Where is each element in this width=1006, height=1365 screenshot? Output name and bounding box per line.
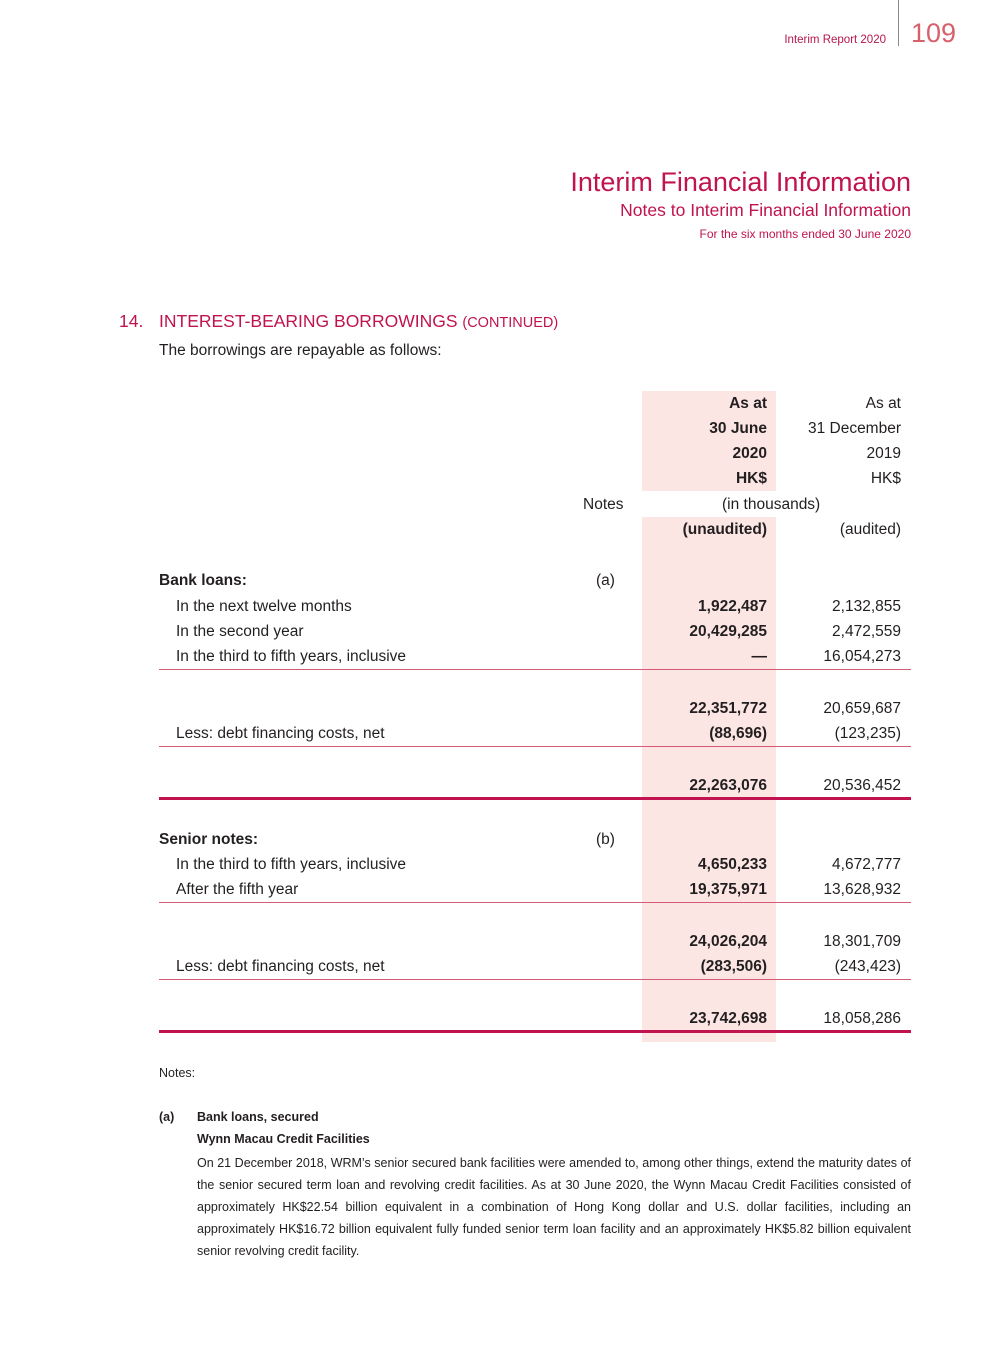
col-header-prior-1: As at	[865, 395, 901, 412]
col-header-current-3: 2020	[732, 445, 767, 462]
table-row-label: In the third to fifth years, inclusive	[176, 648, 407, 665]
section-intro: The borrowings are repayable as follows:	[159, 342, 442, 359]
table-cell-prior: 4,672,777	[832, 856, 901, 873]
bank-loans-label: Bank loans:	[159, 572, 247, 589]
table-cell-current: 4,650,233	[698, 856, 767, 873]
total-divider	[159, 1030, 911, 1033]
table-row-label: In the next twelve months	[176, 598, 352, 615]
col-header-current-1: As at	[729, 395, 767, 412]
col-header-prior-3: 2019	[866, 445, 901, 462]
header-divider	[898, 0, 899, 46]
table-row-label: After the fifth year	[176, 881, 299, 898]
section-title: INTEREST-BEARING BORROWINGS	[159, 311, 458, 331]
period-label: For the six months ended 30 June 2020	[699, 227, 911, 242]
page-subtitle: Notes to Interim Financial Information	[620, 200, 911, 221]
senior-notes-subtotal-prior: 18,301,709	[823, 933, 901, 950]
bank-loans-less-prior: (123,235)	[834, 725, 901, 742]
table-cell-prior: 13,628,932	[823, 881, 901, 898]
notes-label: Notes:	[159, 1066, 196, 1080]
notes-column-header: Notes	[583, 496, 624, 513]
table-cell-current: 1,922,487	[698, 598, 767, 615]
senior-notes-less-current: (283,506)	[700, 958, 767, 975]
col-header-prior-4: HK$	[870, 470, 901, 487]
bank-loans-subtotal-current: 22,351,772	[689, 700, 767, 717]
table-cell-current: —	[751, 648, 767, 665]
table-cell-prior: 2,132,855	[832, 598, 901, 615]
divider	[159, 746, 911, 747]
title-block	[570, 166, 911, 241]
table-cell-current: 20,429,285	[689, 623, 767, 640]
prior-status: (audited)	[839, 521, 901, 538]
senior-notes-subtotal-current: 24,026,204	[689, 933, 767, 950]
divider	[159, 902, 911, 903]
note-a-subtitle: Wynn Macau Credit Facilities	[197, 1132, 370, 1146]
report-label: Interim Report 2020	[784, 34, 886, 46]
divider	[159, 979, 911, 980]
note-a-body: On 21 December 2018, WRM’s senior secured bank facilities were amended to, among other things, extend the maturity dates of the senior secured term loan and revolving credit facilities. As at 30 June 2020, the Wynn Macau Credit Facilities consisted of approximately HK$22.54 billion equivalent in a combination of Hong Kong dollar and U.S. dollar facilities, including an approximately HK$16.72 billion equivalent fully funded senior term loan facility and an approximately HK$5.82 billion equivalent senior revolving credit facility.	[197, 1156, 911, 1258]
table-cell-current: 19,375,971	[689, 881, 767, 898]
bank-loans-less-label: Less: debt financing costs, net	[176, 725, 385, 742]
bank-loans-total-prior: 20,536,452	[823, 777, 901, 794]
note-a-title: Bank loans, secured	[197, 1110, 319, 1124]
page-title: Interim Financial Information	[570, 167, 911, 197]
senior-notes-total-current: 23,742,698	[689, 1010, 767, 1027]
section-continued: (CONTINUED)	[462, 315, 559, 331]
current-status: (unaudited)	[682, 521, 767, 538]
divider	[159, 669, 911, 670]
bank-loans-subtotal-prior: 20,659,687	[823, 700, 901, 717]
col-header-current-2: 30 June	[709, 420, 767, 437]
units-label: (in thousands)	[722, 496, 821, 513]
col-header-prior-2: 31 December	[807, 420, 901, 437]
senior-notes-label: Senior notes:	[159, 831, 259, 848]
col-header-current-4: HK$	[735, 470, 767, 487]
table-cell-prior: 16,054,273	[823, 648, 901, 665]
senior-notes-less-label: Less: debt financing costs, net	[176, 958, 385, 975]
section-number: 14.	[119, 311, 144, 331]
table-row-label: In the second year	[176, 623, 304, 640]
bank-loans-total-current: 22,263,076	[689, 777, 767, 794]
table-row-label: In the third to fifth years, inclusive	[176, 856, 407, 873]
section-heading	[119, 311, 558, 332]
note-a-tag: (a)	[159, 1110, 175, 1124]
total-divider	[159, 797, 911, 800]
senior-notes-less-prior: (243,423)	[834, 958, 901, 975]
bank-loans-less-current: (88,696)	[709, 725, 767, 742]
page-number: 109	[911, 18, 957, 48]
table-cell-prior: 2,472,559	[832, 623, 901, 640]
bank-loans-note-ref: (a)	[596, 572, 615, 589]
senior-notes-total-prior: 18,058,286	[823, 1010, 901, 1027]
senior-notes-note-ref: (b)	[596, 831, 615, 848]
